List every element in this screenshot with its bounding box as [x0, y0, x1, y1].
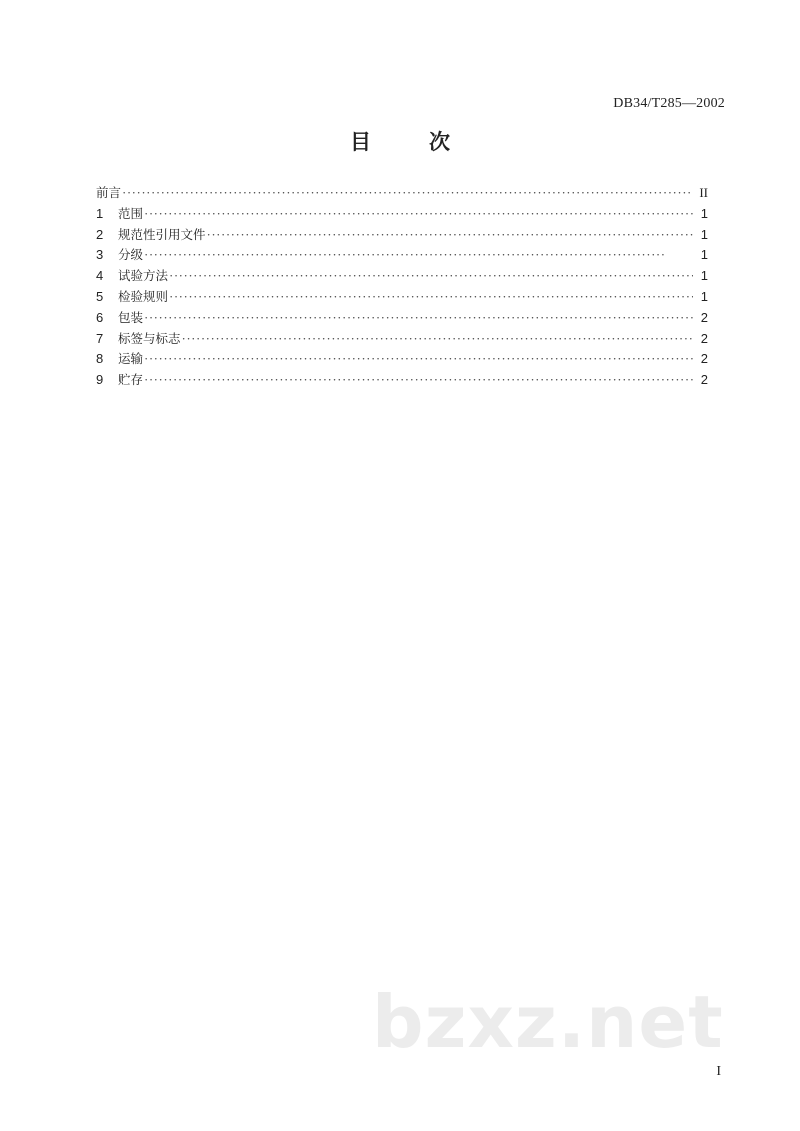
toc-entry-page: 2	[700, 351, 708, 367]
toc-entry-label: 范围	[118, 205, 144, 221]
toc-entry-foreword[interactable]	[96, 183, 708, 204]
toc-entry-number: 5	[96, 288, 104, 304]
toc-entry-page: 2	[700, 309, 708, 325]
toc-entry-labels-and-marks[interactable]	[96, 329, 708, 350]
document-code: DB34/T285—2002	[613, 96, 725, 111]
page-title: 目次	[350, 130, 508, 154]
toc-entry-transport[interactable]	[96, 349, 708, 370]
toc-entry-number: 2	[96, 226, 104, 242]
toc-entry-storage[interactable]	[96, 370, 708, 391]
watermark: bzxz.net	[372, 980, 724, 1064]
toc-entry-packaging[interactable]	[96, 308, 708, 329]
toc-entry-number: 7	[96, 330, 104, 346]
toc-entry-label: 标签与标志	[118, 330, 181, 346]
toc-dot-leader	[169, 289, 693, 305]
toc-entry-number: 6	[96, 309, 104, 325]
toc-entry-label: 贮存	[118, 372, 144, 388]
toc-entry-number: 8	[96, 351, 104, 367]
toc-entry-label: 规范性引用文件	[118, 226, 206, 242]
toc-dot-leader	[144, 310, 693, 326]
toc-entry-inspection-rules[interactable]	[96, 287, 708, 308]
toc-entry-label: 分级	[118, 247, 144, 263]
toc-dot-leader	[169, 268, 693, 284]
toc-dot-leader	[207, 227, 693, 243]
toc-entry-normative-references[interactable]	[96, 225, 708, 246]
toc-entry-number: 1	[96, 205, 104, 221]
page-number: I	[716, 1064, 721, 1079]
toc-entry-scope[interactable]	[96, 204, 708, 225]
toc-entry-label: 检验规则	[118, 288, 169, 304]
toc-entry-label: 运输	[118, 351, 144, 367]
toc-entry-test-methods[interactable]	[96, 266, 708, 287]
toc-entry-label: 包装	[118, 309, 144, 325]
toc-dot-leader	[122, 185, 693, 201]
toc-entry-page: 2	[700, 372, 708, 388]
toc-entry-number: 3	[96, 247, 104, 263]
toc-dot-leader	[182, 331, 693, 347]
toc-entry-number: 4	[96, 268, 104, 284]
toc-dot-leader	[144, 372, 693, 388]
toc-entry-label: 前言	[96, 185, 122, 200]
table-of-contents	[96, 183, 708, 391]
toc-entry-page: II	[699, 185, 708, 200]
toc-dot-leader	[144, 247, 664, 263]
toc-entry-label: 试验方法	[118, 268, 169, 284]
toc-entry-page: 2	[700, 330, 708, 346]
toc-entry-page: 1	[700, 247, 708, 263]
toc-dot-leader	[144, 351, 693, 367]
toc-entry-page: 1	[700, 268, 708, 284]
toc-entry-page: 1	[700, 205, 708, 221]
toc-dot-leader	[144, 206, 693, 222]
toc-entry-grading[interactable]	[96, 245, 708, 266]
toc-entry-page: 1	[700, 226, 708, 242]
toc-entry-number: 9	[96, 372, 104, 388]
toc-entry-page: 1	[700, 288, 708, 304]
